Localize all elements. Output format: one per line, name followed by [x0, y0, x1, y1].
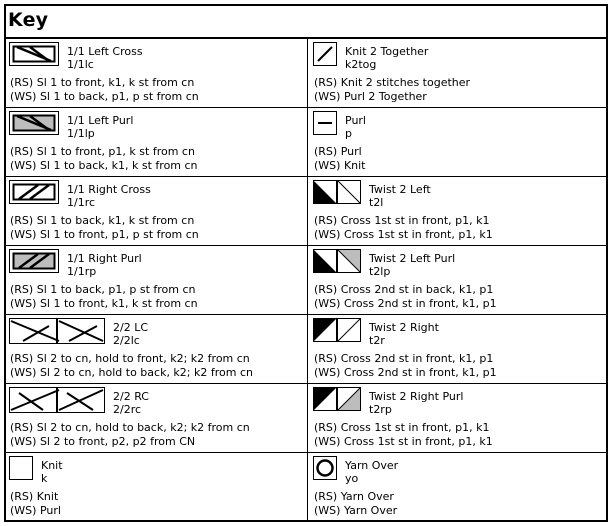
rc-2-2-icon — [9, 387, 105, 413]
knit-2-together-icon — [313, 42, 337, 66]
key-entry-right-purl-1-1 — [4, 245, 307, 314]
stitch-name: Twist 2 Right Purl — [369, 390, 464, 403]
ws-instruction: (WS) Sl 2 to front, p2, p2 from CN — [10, 435, 196, 448]
stitch-name: 1/1 Left Cross — [67, 45, 143, 58]
left-cross-1-1-icon — [9, 42, 59, 66]
key-entry-left-cross-1-1 — [4, 38, 307, 107]
ws-instruction: (WS) Knit — [314, 159, 366, 172]
stitch-name: Purl — [345, 114, 366, 127]
rs-instruction: (RS) Purl — [314, 145, 362, 158]
twist-2-left-icon — [313, 180, 361, 204]
stitch-abbreviation: p — [345, 127, 352, 140]
rs-instruction: (RS) Cross 2nd st in front, k1, p1 — [314, 352, 494, 365]
stitch-abbreviation: t2lp — [369, 265, 391, 278]
ws-instruction: (WS) Sl 1 to back, p1, p st from cn — [10, 90, 199, 103]
key-entry-rc-2-2 — [4, 383, 307, 452]
stitch-abbreviation: t2l — [369, 196, 384, 209]
purl-icon — [313, 111, 337, 135]
ws-instruction: (WS) Cross 2nd st in front, k1, p1 — [314, 366, 497, 379]
rs-instruction: (RS) Sl 2 to cn, hold to front, k2; k2 from cn — [10, 352, 250, 365]
rs-instruction: (RS) Sl 1 to front, p1, k st from cn — [10, 145, 195, 158]
ws-instruction: (WS) Sl 1 to back, k1, k st from cn — [10, 159, 198, 172]
ws-instruction: (WS) Purl 2 Together — [314, 90, 427, 103]
left-purl-1-1-icon — [9, 111, 59, 135]
rs-instruction: (RS) Sl 1 to back, k1, k st from cn — [10, 214, 195, 227]
key-entry-knit — [4, 452, 307, 521]
right-purl-1-1-icon — [9, 249, 59, 273]
stitch-abbreviation: 1/1lp — [67, 127, 95, 140]
ws-instruction: (WS) Yarn Over — [314, 504, 398, 517]
rs-instruction: (RS) Knit — [10, 490, 59, 503]
twist-2-right-icon — [313, 318, 361, 342]
key-entry-purl — [308, 107, 608, 176]
twist-2-right-purl-icon — [313, 387, 361, 411]
stitch-abbreviation: t2rp — [369, 403, 392, 416]
stitch-abbreviation: t2r — [369, 334, 385, 347]
rs-instruction: (RS) Cross 1st st in front, p1, k1 — [314, 421, 490, 434]
rs-instruction: (RS) Sl 1 to back, p1, p st from cn — [10, 283, 196, 296]
stitch-abbreviation: 2/2rc — [113, 403, 142, 416]
key-entry-twist-2-left — [308, 176, 608, 245]
rs-instruction: (RS) Cross 2nd st in back, k1, p1 — [314, 283, 494, 296]
key-entry-twist-2-right — [308, 314, 608, 383]
stitch-name: 2/2 RC — [113, 390, 149, 403]
right-cross-1-1-icon — [9, 180, 59, 204]
lc-2-2-icon — [9, 318, 105, 344]
key-entry-twist-2-right-purl — [308, 383, 608, 452]
stitch-abbreviation: k2tog — [345, 58, 377, 71]
ws-instruction: (WS) Cross 1st st in front, p1, k1 — [314, 228, 493, 241]
key-entry-twist-2-left-purl — [308, 245, 608, 314]
stitch-name: Twist 2 Left — [369, 183, 431, 196]
knit-icon — [9, 456, 33, 480]
stitch-abbreviation: k — [41, 472, 48, 485]
yarn-over-icon — [313, 456, 337, 480]
stitch-name: 1/1 Left Purl — [67, 114, 134, 127]
ws-instruction: (WS) Sl 1 to front, p1, p st from cn — [10, 228, 199, 241]
stitch-name: 2/2 LC — [113, 321, 149, 334]
stitch-name: Yarn Over — [345, 459, 399, 472]
ws-instruction: (WS) Purl — [10, 504, 61, 517]
stitch-name: Knit — [41, 459, 63, 472]
stitch-name: Twist 2 Left Purl — [369, 252, 456, 265]
ws-instruction: (WS) Cross 1st st in front, p1, k1 — [314, 435, 493, 448]
key-entry-left-purl-1-1 — [4, 107, 307, 176]
twist-2-left-purl-icon — [313, 249, 361, 273]
rs-instruction: (RS) Cross 1st st in front, p1, k1 — [314, 214, 490, 227]
stitch-name: Knit 2 Together — [345, 45, 429, 58]
rs-instruction: (RS) Yarn Over — [314, 490, 394, 503]
rs-instruction: (RS) Knit 2 stitches together — [314, 76, 471, 89]
stitch-abbreviation: 2/2lc — [113, 334, 140, 347]
rs-instruction: (RS) Sl 1 to front, k1, k st from cn — [10, 76, 195, 89]
stitch-abbreviation: 1/1rc — [67, 196, 96, 209]
ws-instruction: (WS) Sl 2 to cn, hold to back, k2; k2 from cn — [10, 366, 253, 379]
stitch-abbreviation: 1/1lc — [67, 58, 94, 71]
key-title: Key — [8, 9, 49, 31]
key-entry-lc-2-2 — [4, 314, 307, 383]
stitch-abbreviation: yo — [345, 472, 359, 485]
stitch-abbreviation: 1/1rp — [67, 265, 97, 278]
ws-instruction: (WS) Sl 1 to front, k1, k st from cn — [10, 297, 198, 310]
ws-instruction: (WS) Cross 2nd st in front, k1, p1 — [314, 297, 497, 310]
stitch-name: 1/1 Right Purl — [67, 252, 142, 265]
rs-instruction: (RS) Sl 2 to cn, hold to back, k2; k2 from cn — [10, 421, 250, 434]
stitch-name: 1/1 Right Cross — [67, 183, 151, 196]
stitch-name: Twist 2 Right — [369, 321, 439, 334]
key-entry-right-cross-1-1 — [4, 176, 307, 245]
key-entry-knit-2-together — [308, 38, 608, 107]
key-entry-yarn-over — [308, 452, 608, 521]
